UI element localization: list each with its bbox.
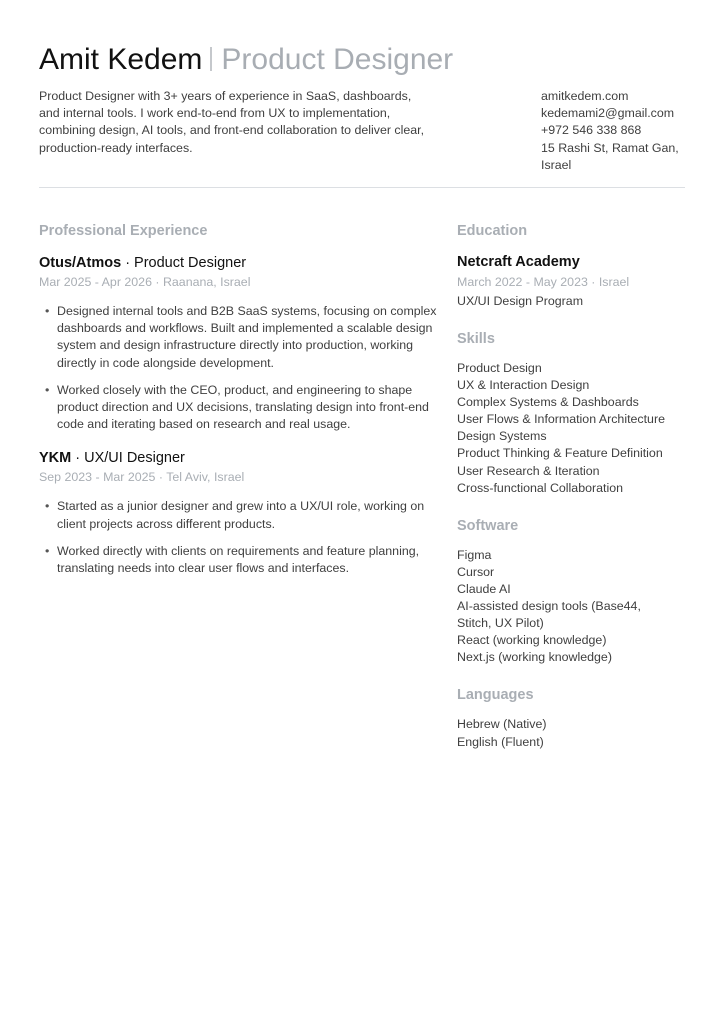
- software-item: React (working knowledge): [457, 633, 607, 648]
- software-list: [457, 547, 687, 667]
- job-bullets: [39, 498, 439, 577]
- job-entry: [39, 254, 439, 433]
- education-meta: March 2022 - May 2023 · Israel: [457, 275, 630, 289]
- header-divider: [39, 187, 685, 188]
- job-header: [39, 449, 439, 467]
- software-item: AI-assisted design tools (Base44,: [457, 599, 641, 614]
- skill-item: Product Design: [457, 361, 542, 375]
- software-section: [457, 517, 687, 667]
- software-item: Claude AI: [457, 581, 511, 596]
- job-role: · Product Designer: [121, 255, 247, 271]
- skill-item: Complex Systems & Dashboards: [457, 395, 639, 410]
- software-heading: Software: [457, 517, 519, 534]
- contact-block: [541, 88, 691, 174]
- experience-heading: Professional Experience: [39, 223, 208, 239]
- software-item: Cursor: [457, 564, 495, 579]
- phone-number: +972 546 338 868: [541, 123, 642, 138]
- language-item: English (Fluent): [457, 734, 544, 749]
- experience-column: [39, 222, 439, 587]
- software-item: Next.js (working knowledge): [457, 650, 612, 665]
- email-link[interactable]: kedemami2@gmail.com: [541, 106, 675, 121]
- job-meta: Mar 2025 - Apr 2026 · Raanana, Israel: [39, 275, 251, 289]
- job-entry: [39, 449, 439, 577]
- school-name: Netcraft Academy: [457, 254, 580, 270]
- skills-heading: Skills: [457, 331, 495, 347]
- skills-list: [457, 360, 687, 497]
- company-name: Otus/Atmos: [39, 255, 122, 271]
- language-item: Hebrew (Native): [457, 717, 547, 732]
- skill-item: Design Systems: [457, 429, 547, 444]
- job-bullet: • Started as a junior designer and grew into a UX/UI role, working on client projects across different products.: [39, 498, 439, 532]
- address-line-2: Israel: [541, 157, 572, 172]
- skill-item: Product Thinking & Feature Definition: [457, 446, 663, 461]
- job-bullet: • Worked directly with clients on requirements and feature planning, translating needs into clear user flows and interfaces.: [39, 543, 439, 577]
- job-bullet: • Worked closely with the CEO, product, and engineering to shape product direction and UX decisions, translating design into front-end code and iterating based on research and real usage.: [39, 382, 439, 434]
- profile-summary: Product Designer with 3+ years of experience in SaaS, dashboards, and internal tools. I work end-to-end from UX to implementation, combining design, AI tools, and front-end collaboration to deliver clear, production-ready interfaces.: [39, 89, 425, 155]
- job-bullet: • Designed internal tools and B2B SaaS systems, focusing on complex dashboards and workflows. Built and implemented a scalable design system and design infrastructure directly into production, working directly in code alongside development.: [39, 303, 439, 372]
- title-separator: [210, 47, 212, 71]
- skill-item: UX & Interaction Design: [457, 378, 590, 393]
- sidebar-column: [457, 222, 687, 751]
- languages-heading: Languages: [457, 687, 534, 704]
- resume-header: [39, 40, 685, 85]
- languages-section: [457, 686, 687, 750]
- skills-section: [457, 330, 687, 497]
- software-item: Stitch, UX Pilot): [457, 616, 544, 631]
- website-link[interactable]: amitkedem.com: [541, 89, 629, 103]
- name-line: [39, 40, 685, 85]
- job-title: Product Designer: [221, 43, 454, 76]
- address-line-1: 15 Rashi St, Ramat Gan,: [541, 140, 679, 155]
- skill-item: User Flows & Information Architecture: [457, 412, 665, 427]
- person-name: Amit Kedem: [39, 43, 203, 76]
- job-meta: Sep 2023 - Mar 2025 · Tel Aviv, Israel: [39, 470, 245, 485]
- job-role: · UX/UI Designer: [71, 450, 185, 467]
- education-program: UX/UI Design Program: [457, 294, 584, 308]
- skill-item: Cross-functional Collaboration: [457, 480, 623, 495]
- skill-item: User Research & Iteration: [457, 463, 600, 478]
- software-item: Figma: [457, 547, 492, 562]
- education-heading: Education: [457, 223, 528, 239]
- company-name: YKM: [39, 450, 72, 467]
- job-header: [39, 254, 439, 272]
- job-bullets: [39, 303, 439, 433]
- languages-list: [457, 716, 687, 750]
